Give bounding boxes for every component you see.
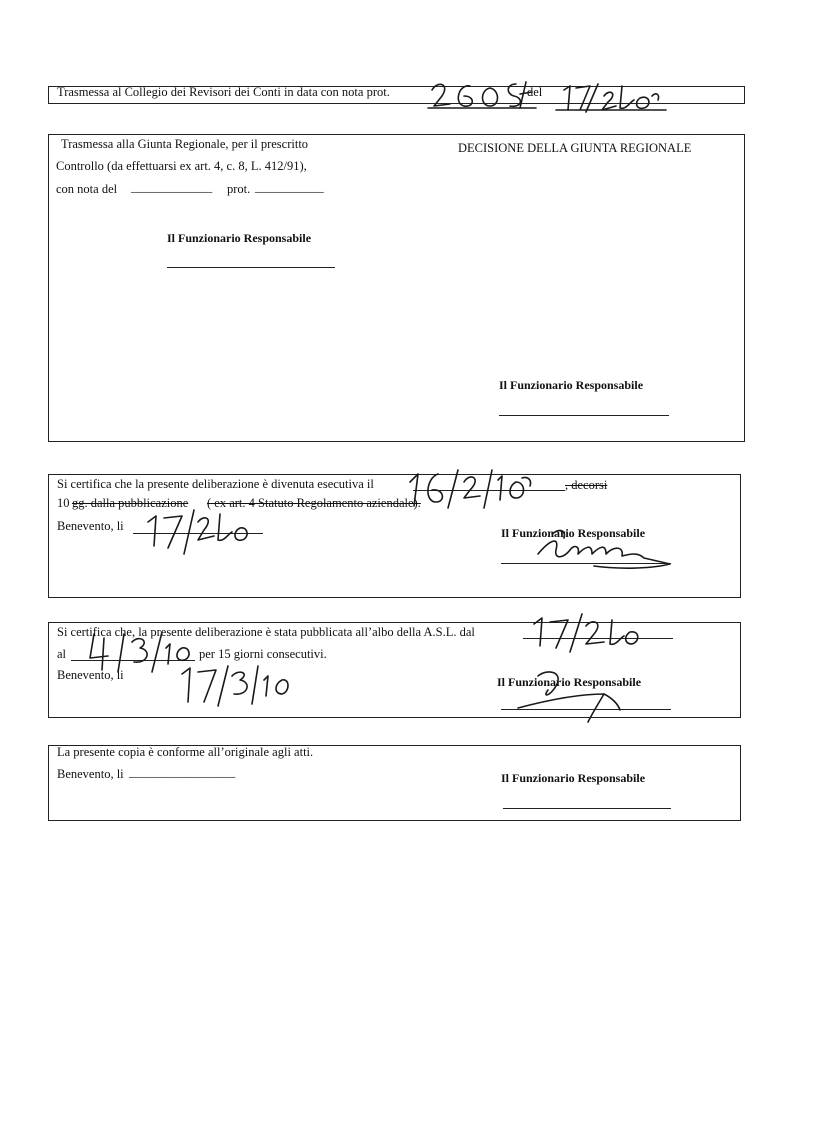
- benevento-label: Benevento, li: [57, 519, 124, 533]
- funzionario-left-label: Il Funzionario Responsabile: [167, 231, 312, 245]
- giunta-regionale-box: [48, 134, 745, 442]
- funzionario-signature-line: [503, 808, 671, 809]
- pubblicazione-line-1: Si certifica che, la presente deliberazione è stata pubblicata all’albo della A.S.L. dal: [57, 625, 475, 639]
- handwritten-signature-2: [508, 664, 648, 724]
- nota-label: con nota del: [56, 182, 118, 196]
- handwritten-signature-1: [534, 524, 684, 574]
- handwritten-benevento-date-1: [136, 508, 256, 558]
- funzionario-label: Il Funzionario Responsabile: [497, 675, 642, 689]
- giunta-line-2: Controllo (da effettuarsi ex art. 4, c. 8, L. 412/91),: [56, 159, 307, 173]
- benevento-label: Benevento, li: [57, 767, 124, 781]
- revisori-text: Trasmessa al Collegio dei Revisori dei Conti in data con nota prot.: [57, 85, 390, 99]
- funzionario-left-signature-line: [167, 267, 335, 268]
- esecutiva-line-2-rest: ( ex art. 4 Statuto Regolamento aziendale).: [207, 496, 421, 510]
- funzionario-right-signature-line: [499, 415, 669, 416]
- prot-label: prot.: [227, 182, 251, 196]
- prot-blank: ___________: [255, 180, 324, 194]
- handwritten-benevento-date-2: [168, 662, 298, 708]
- del-label: del: [527, 85, 543, 99]
- funzionario-label: Il Funzionario Responsabile: [501, 526, 646, 540]
- nota-blank: _____________: [131, 180, 213, 194]
- decisione-heading: DECISIONE DELLA GIUNTA REGIONALE: [458, 141, 692, 155]
- conformita-line-1: La presente copia è conforme all’originale agli atti.: [57, 745, 314, 759]
- handwritten-del-date: [556, 80, 666, 116]
- al-label: al: [57, 647, 67, 661]
- handwritten-esecutiva-date: [404, 468, 534, 512]
- esecutiva-line-2-num: 10: [57, 496, 70, 510]
- benevento-date-blank: _________________: [129, 765, 236, 779]
- per-giorni-text: per 15 giorni consecutivi.: [199, 647, 327, 661]
- giunta-line-1: Trasmessa alla Giunta Regionale, per il prescritto: [61, 137, 309, 151]
- benevento-label: Benevento, li: [57, 668, 124, 682]
- funzionario-label: Il Funzionario Responsabile: [501, 771, 646, 785]
- handwritten-prot-number: [428, 78, 538, 112]
- handwritten-dal-date: [524, 612, 644, 652]
- esecutiva-line-2-strike: gg. dalla pubblicazione: [72, 496, 189, 510]
- conformita-box: [48, 745, 741, 821]
- esecutiva-line-1: Si certifica che la presente deliberazione è divenuta esecutiva il: [57, 477, 374, 491]
- funzionario-right-label: Il Funzionario Responsabile: [499, 378, 644, 392]
- decorsi-text: , decorsi: [565, 478, 608, 492]
